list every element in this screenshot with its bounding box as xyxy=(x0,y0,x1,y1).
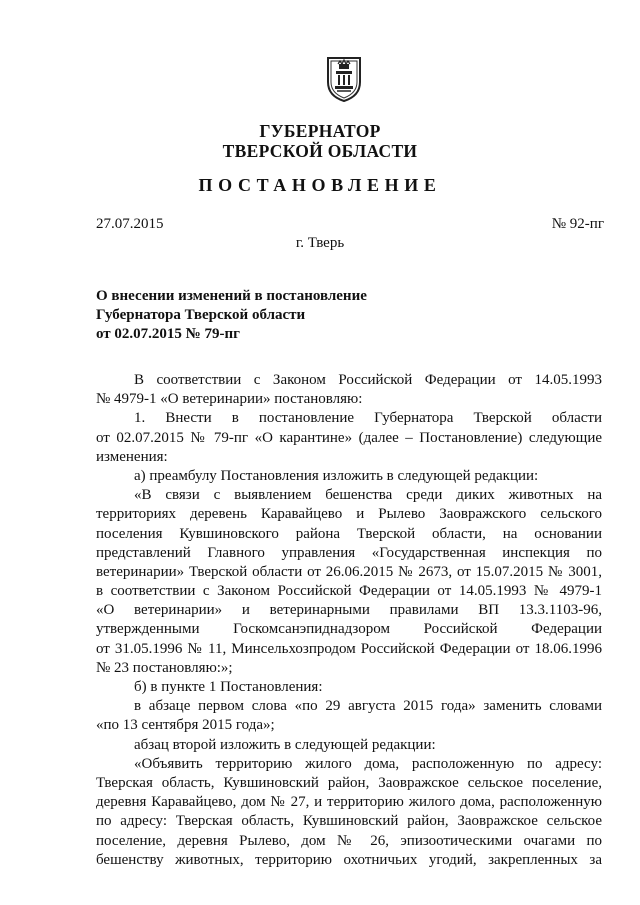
body-line: представлений Главного управления «Государственная инспекция по xyxy=(96,544,602,561)
document-type: ПОСТАНОВЛЕНИЕ xyxy=(198,175,442,195)
body-line: «О ветеринарии» и ветеринарными правилами ВП 13.3.1103-96, xyxy=(96,602,602,619)
body-line: по адресу: Тверская область, Кувшиновский район, Заовражское сельское xyxy=(96,813,602,830)
body-line: поселения Кувшиновского района Тверской области, на основании xyxy=(96,525,602,542)
body-line: территориях деревень Каравайцево и Рылево Заовражского сельского xyxy=(96,506,602,523)
document-subject xyxy=(96,287,367,344)
document-number: № 92-пг xyxy=(551,216,604,232)
body-line: «по 13 сентября 2015 года»; xyxy=(96,717,275,734)
body-line: в абзаце первом слова «по 29 августа 2015 года» заменить словами xyxy=(134,698,602,715)
body-line: В соответствии с Законом Российской Федерации от 14.05.1993 xyxy=(134,372,602,388)
issuer-region: ТВЕРСКОЙ ОБЛАСТИ xyxy=(222,141,418,161)
body-line: абзац второй изложить в следующей редакции: xyxy=(134,736,436,753)
body-line: № 4979-1 «О ветеринарии» постановляю: xyxy=(96,391,363,408)
subject-line: Губернатора Тверской области xyxy=(96,307,306,323)
subject-line: от 02.07.2015 № 79-пг xyxy=(96,326,240,342)
body-line: 1. Внести в постановление Губернатора Тверской области xyxy=(134,410,602,427)
body-line: утвержденными Госкомсанэпиднадзором Российской Федерации xyxy=(96,621,602,638)
body-line: в соответствии с Законом Российской Федерации от 14.05.1993 № 4979-1 xyxy=(96,583,602,600)
subject-line: О внесении изменений в постановление xyxy=(96,288,367,304)
body-line: ветеринарии» Тверской области от 26.06.2015 № 2673, от 15.07.2015 № 3001, xyxy=(96,563,602,580)
body-line: от 02.07.2015 № 79-пг «О карантине» (далее – Постановление) следующие xyxy=(96,429,602,446)
body-line: б) в пункте 1 Постановления: xyxy=(134,679,323,695)
body-line: Тверская область, Кувшиновский район, Заовражское сельское поселение, xyxy=(96,774,602,791)
body-line: от 31.05.1996 № 11, Минсельхозпродом Российской Федерации от 18.06.1996 xyxy=(96,640,602,657)
body-line: «В связи с выявлением бешенства среди диких животных на xyxy=(134,487,602,504)
coat-of-arms-emblem-icon xyxy=(325,56,363,102)
body-line: деревня Каравайцево, дом № 27, и территорию жилого дома, расположенную xyxy=(96,794,602,811)
body-line: изменения: xyxy=(96,448,168,465)
document-body xyxy=(96,371,602,870)
body-line: а) преамбулу Постановления изложить в следующей редакции: xyxy=(134,467,539,484)
body-line: № 23 постановляю:»; xyxy=(96,659,233,676)
issue-city: г. Тверь xyxy=(295,235,345,251)
document-date: 27.07.2015 xyxy=(96,216,164,232)
body-line: бешенству животных, территорию охотничьих угодий, закрепленных за xyxy=(96,851,602,868)
body-line: «Объявить территорию жилого дома, расположенную по адресу: xyxy=(134,755,602,772)
issuer-title: ГУБЕРНАТОР xyxy=(259,121,381,141)
body-line: поселение, деревня Рылево, дом № 26, эпизоотическими очагами по xyxy=(96,832,602,849)
